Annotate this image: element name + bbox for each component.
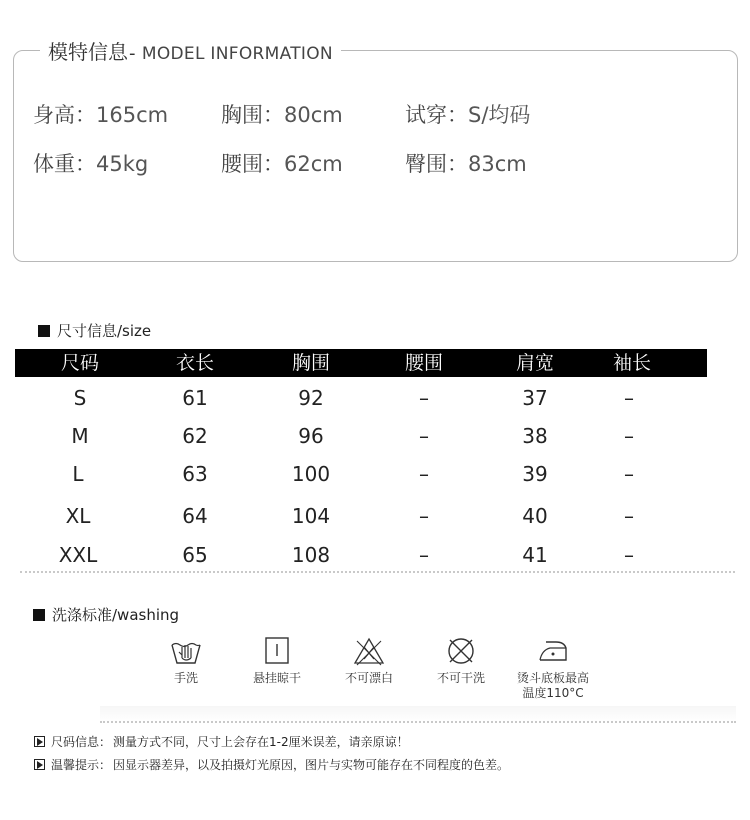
hang-dry-icon	[260, 636, 294, 666]
table-cell: –	[419, 543, 429, 567]
model-title-rule	[360, 50, 715, 51]
table-cell: 40	[522, 504, 548, 528]
column-header: 腰围	[404, 352, 444, 374]
column-header: 尺码	[60, 352, 100, 374]
table-cell: –	[624, 543, 634, 567]
model-weight: 体重：45kg	[33, 152, 149, 176]
model-title-dash: -	[129, 43, 136, 64]
hand-wash-icon	[169, 636, 203, 666]
table-cell: –	[419, 386, 429, 410]
hand-wash-label: 手洗	[173, 671, 199, 685]
column-header: 胸围	[291, 352, 331, 374]
table-cell: –	[419, 462, 429, 486]
section-divider	[20, 571, 735, 573]
no-bleach-label: 不可漂白	[344, 671, 394, 685]
model-height: 身高：165cm	[33, 103, 169, 127]
table-cell: 62	[182, 424, 208, 448]
iron-label: 烫斗底板最高 温度110°C	[516, 671, 590, 700]
no-dry-clean-icon	[444, 636, 478, 666]
table-cell: S	[73, 386, 87, 410]
table-cell: XXL	[58, 543, 98, 567]
table-cell: –	[624, 462, 634, 486]
washing-section-heading: 洗涤标准/washing	[33, 604, 179, 625]
table-cell: 63	[182, 462, 208, 486]
play-arrow-icon	[34, 736, 45, 747]
model-waist: 腰围：62cm	[221, 152, 343, 176]
note-tip: 温馨提示： 因显示器差异，以及拍摄灯光原因，图片与实物可能存在不同程度的色差。	[34, 756, 509, 773]
play-arrow-icon	[34, 759, 45, 770]
table-cell: 41	[522, 543, 548, 567]
table-cell: –	[419, 424, 429, 448]
section-divider	[100, 721, 736, 723]
table-cell: –	[624, 424, 634, 448]
section-fade-band	[100, 706, 736, 722]
model-bust: 胸围：80cm	[221, 103, 343, 127]
note-size: 尺码信息： 测量方式不同，尺寸上会存在1-2厘米误差，请亲原谅！	[34, 733, 409, 750]
model-hip: 臀围：83cm	[405, 152, 527, 176]
column-header: 衣长	[175, 352, 215, 374]
no-bleach-icon	[352, 636, 386, 666]
table-cell: 92	[298, 386, 324, 410]
table-cell: –	[419, 504, 429, 528]
table-cell: 37	[522, 386, 548, 410]
size-section-heading: 尺寸信息/size	[38, 320, 151, 341]
table-cell: 61	[182, 386, 208, 410]
table-cell: 104	[291, 504, 331, 528]
model-title-cn: 模特信息	[48, 40, 128, 64]
table-cell: 65	[182, 543, 208, 567]
table-cell: –	[624, 386, 634, 410]
table-cell: M	[71, 424, 89, 448]
heading-square-icon	[33, 609, 45, 621]
table-cell: 64	[182, 504, 208, 528]
table-cell: 108	[291, 543, 331, 567]
table-cell: 96	[298, 424, 324, 448]
model-title-en: MODEL INFORMATION	[141, 44, 333, 64]
table-cell: 39	[522, 462, 548, 486]
no-dry-clean-label: 不可干洗	[436, 671, 486, 685]
table-cell: –	[624, 504, 634, 528]
model-info-title	[40, 36, 341, 65]
heading-square-icon	[38, 325, 50, 337]
table-cell: XL	[65, 504, 91, 528]
table-cell: 100	[291, 462, 331, 486]
table-cell: 38	[522, 424, 548, 448]
size-table-header	[15, 349, 707, 377]
model-tried-size: 试穿：S/均码	[405, 103, 531, 127]
column-header: 肩宽	[515, 352, 555, 374]
hang-dry-label: 悬挂晾干	[252, 671, 302, 685]
table-cell: L	[72, 462, 84, 486]
iron-icon	[536, 636, 570, 666]
column-header: 袖长	[612, 352, 652, 374]
